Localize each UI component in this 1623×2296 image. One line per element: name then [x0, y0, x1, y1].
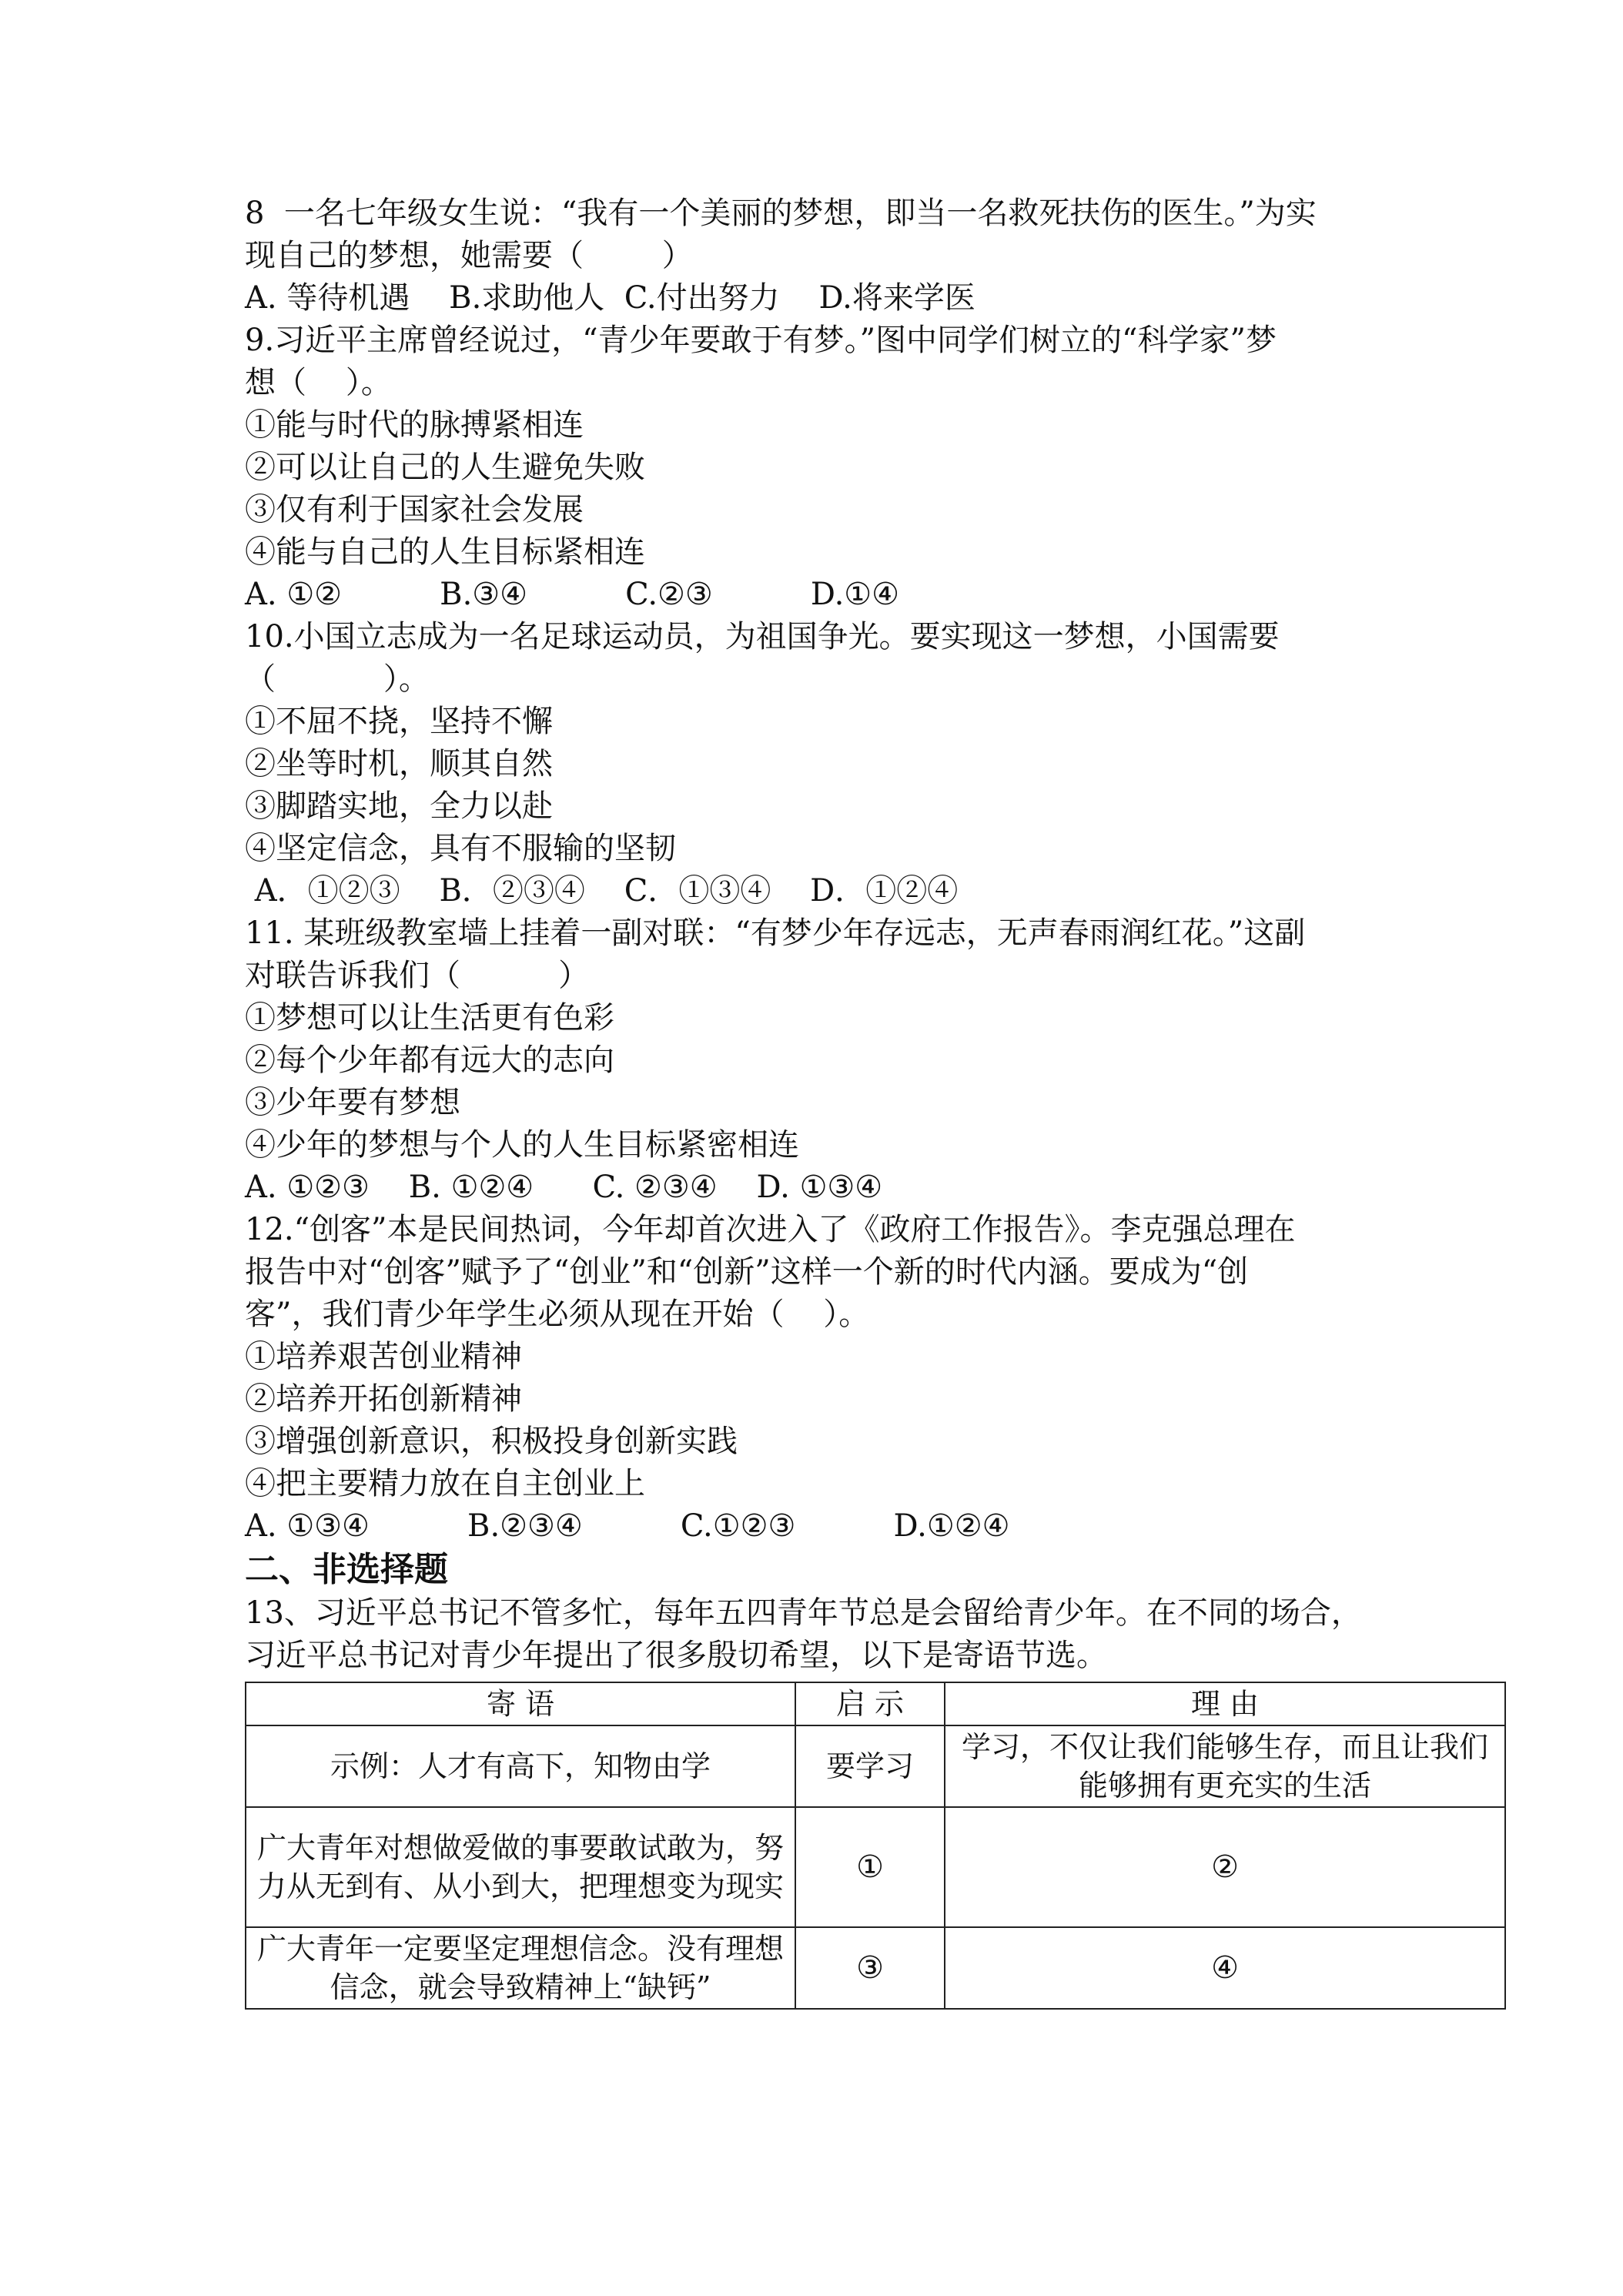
question-9-item: ②可以让自己的人生避免失败: [245, 450, 645, 485]
question-10-item: ④坚定信念，具有不服输的坚韧: [245, 831, 676, 866]
question-9-stem-line-1: 9.习近平主席曾经说过，“青少年要敢于有梦。”图中同学们树立的“科学家”梦: [245, 323, 1277, 358]
question-10-item: ②坐等时机，顺其自然: [245, 746, 553, 782]
question-10-item: ③脚踏实地，全力以赴: [245, 788, 553, 824]
table-cell-insight: 要学习: [795, 1725, 945, 1807]
table-row: [246, 1725, 1505, 1807]
message-table: [245, 1682, 1506, 2010]
question-11-item: ④少年的梦想与个人的人生目标紧密相连: [245, 1127, 799, 1163]
question-12-item: ①培养艰苦创业精神: [245, 1339, 522, 1374]
question-12-item: ②培养开拓创新精神: [245, 1381, 522, 1417]
table-cell-insight: ①: [795, 1807, 945, 1927]
table-header-row: [246, 1682, 1505, 1725]
exam-page: [245, 192, 1504, 2010]
question-9-item: ④能与自己的人生目标紧相连: [245, 534, 645, 570]
question-13-stem-line-1: 13、习近平总书记不管多忙，每年五四青年节总是会留给青少年。在不同的场合，: [245, 1595, 1362, 1631]
question-10-stem-line-2: （ ）。: [245, 661, 430, 697]
table-cell-insight: ③: [795, 1927, 945, 2009]
question-12-stem-line-1: 12.“创客”本是民间热词，今年却首次进入了《政府工作报告》。李克强总理在: [245, 1212, 1296, 1247]
question-9-stem-line-2: 想（ ）。: [245, 365, 392, 400]
question-9-item: ③仅有利于国家社会发展: [245, 492, 584, 527]
question-12-stem-line-3: 客”，我们青少年学生必须从现在开始（ ）。: [245, 1297, 870, 1332]
question-12-item: ③增强创新意识，积极投身创新实践: [245, 1424, 738, 1459]
question-11-item: ①梦想可以让生活更有色彩: [245, 1000, 614, 1036]
question-11-item: ②每个少年都有远大的志向: [245, 1043, 614, 1078]
question-9: [245, 320, 1504, 616]
question-8-stem-line-1: 8 一名七年级女生说：“我有一个美丽的梦想，即当一名救死扶伤的医生。”为实: [245, 196, 1317, 231]
question-9-item: ①能与时代的脉搏紧相连: [245, 407, 584, 443]
question-10-item: ①不屈不挠，坚持不懈: [245, 704, 553, 739]
question-13-stem-line-2: 习近平总书记对青少年提出了很多殷切希望，以下是寄语节选。: [245, 1638, 1107, 1673]
question-11-stem-line-1: 11. 某班级教室墙上挂着一副对联：“有梦少年存远志，无声春雨润红花。”这副: [245, 915, 1306, 951]
question-12: [245, 1209, 1504, 1548]
table-row: [246, 1927, 1505, 2009]
question-11-item: ③少年要有梦想: [245, 1085, 460, 1120]
table-cell-reason: ④: [945, 1927, 1505, 2009]
table-cell-message: 广大青年一定要坚定理想信念。没有理想信念，就会导致精神上“缺钙”: [246, 1927, 795, 2009]
question-8-stem-line-2: 现自己的梦想，她需要（ ）: [245, 238, 693, 273]
table-cell-reason: ②: [945, 1807, 1505, 1927]
question-10-options: A．①②③ B．②③④ C．①③④ D．①②④: [245, 873, 959, 909]
question-12-options: A. ①③④ B.②③④ C.①②③ D.①②④: [245, 1508, 1010, 1544]
question-10: [245, 616, 1504, 912]
table-cell-reason: 学习，不仅让我们能够生存，而且让我们能够拥有更充实的生活: [945, 1725, 1505, 1807]
question-11-stem-line-2: 对联告诉我们（ ）: [245, 958, 590, 993]
question-12-item: ④把主要精力放在自主创业上: [245, 1466, 645, 1501]
question-13: [245, 1592, 1504, 2010]
table-header-cell: 寄 语: [246, 1682, 795, 1725]
table-header-cell: 理 由: [945, 1682, 1505, 1725]
table-row: [246, 1807, 1505, 1927]
table-cell-message: 广大青年对想做爱做的事要敢试敢为，努力从无到有、从小到大，把理想变为现实: [246, 1807, 795, 1927]
question-11: [245, 912, 1504, 1209]
section-2-heading: 二、非选择题: [245, 1550, 448, 1589]
question-8: [245, 192, 1504, 320]
question-12-stem-line-2: 报告中对“创客”赋予了“创业”和“创新”这样一个新的时代内涵。要成为“创: [245, 1254, 1249, 1290]
question-8-options: A. 等待机遇 B.求助他人 C.付出努力 D.将来学医: [245, 280, 975, 316]
question-11-options: A. ①②③ B. ①②④ C. ②③④ D. ①③④: [245, 1170, 883, 1205]
table-cell-message: 示例：人才有高下，知物由学: [246, 1725, 795, 1807]
question-9-options: A. ①② B.③④ C.②③ D.①④: [245, 577, 899, 612]
question-10-stem-line-1: 10.小国立志成为一名足球运动员，为祖国争光。要实现这一梦想，小国需要: [245, 619, 1280, 654]
table-header-cell: 启 示: [795, 1682, 945, 1725]
